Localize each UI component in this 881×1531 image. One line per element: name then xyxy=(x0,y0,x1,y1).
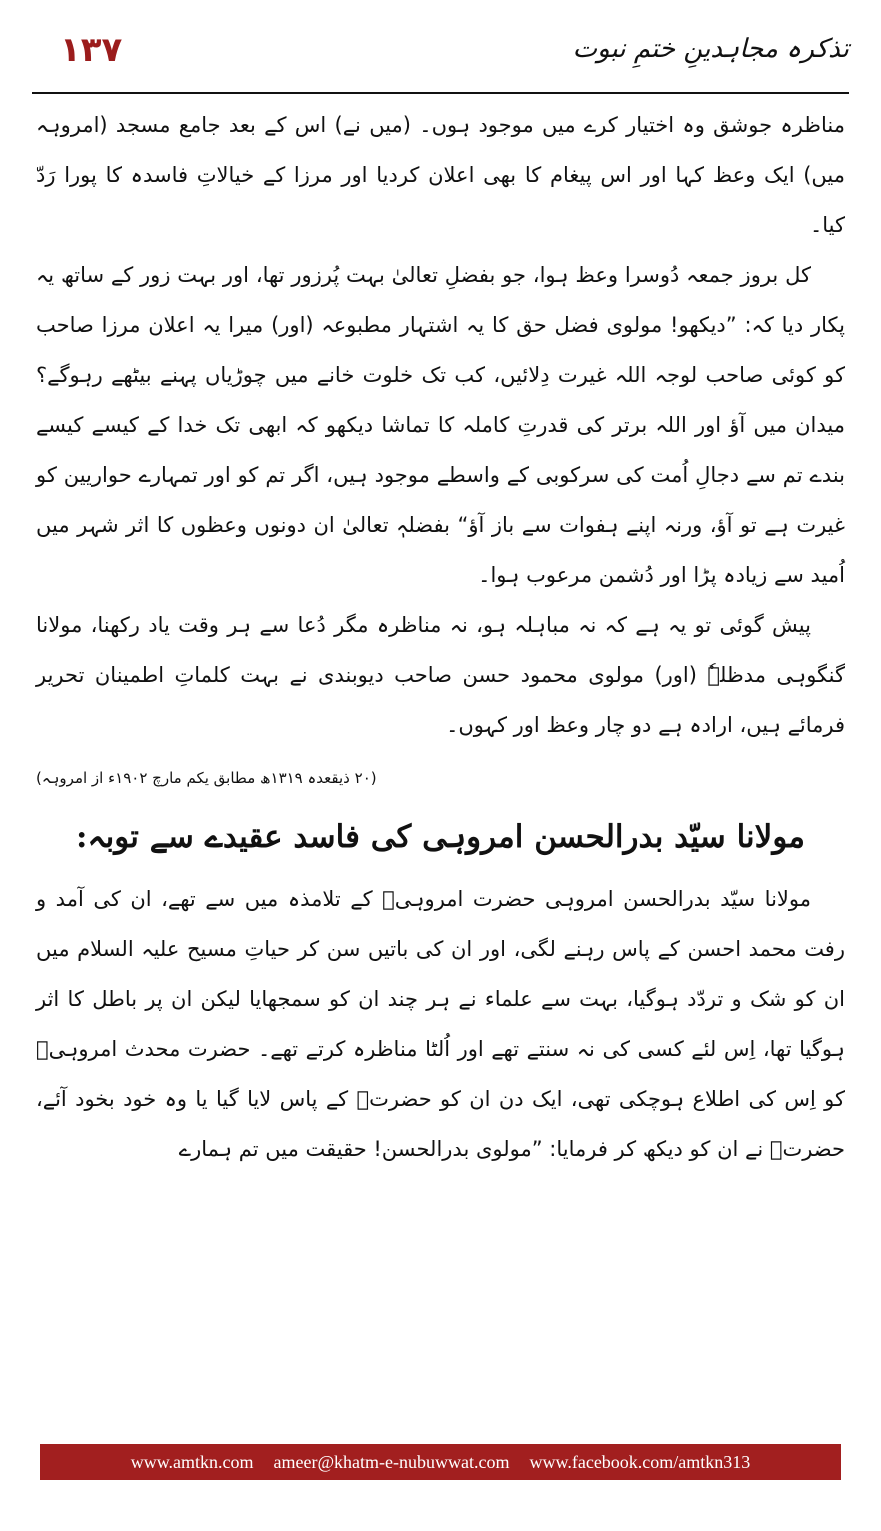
facebook-link[interactable]: www.facebook.com/amtkn313 xyxy=(529,1451,751,1472)
page-header xyxy=(32,30,849,88)
page-number: ۱۳۷ xyxy=(60,30,123,70)
paragraph-3: پیش گوئی تو یہ ہے کہ نہ مباہلہ ہو، نہ مناظرہ مگر دُعا سے ہر وقت یاد رکھنا، مولانا گنگوہی مدظلہٗ (اور) مولوی محمود حسن صاحب دیوبندی نے بہت کلماتِ اطمینان تحریر فرمائے ہیں، ارادہ ہے دو چار وعظ اور کہوں۔ xyxy=(36,613,845,737)
paragraph-1: مناظرہ جوشق وہ اختیار کرے میں موجود ہوں۔ (میں نے) اس کے بعد جامع مسجد (امروہہ میں) ایک وعظ کہا اور اس پیغام کا بھی اعلان کردیا اور مرزا کے خیالاتِ فاسدہ کا پورا رَدّ کیا۔ xyxy=(36,113,845,237)
page-content xyxy=(36,100,845,1430)
date-note: (۲۰ ذیقعدہ ۱۳۱۹ھ مطابق یکم مارچ ۱۹۰۲ء از امروہہ) xyxy=(36,769,377,787)
paragraph-2: کل بروز جمعہ دُوسرا وعظ ہوا، جو بفضلِ تعالیٰ بہت پُرزور تھا، اور بہت زور کے ساتھ یہ پکار دیا کہ: ”دیکھو! مولوی فضل حق کا یہ اشتہار مطبوعہ (اور) میرا یہ اعلان مرزا صاحب کو کوئی صاحب لوجہ اللہ غیرت دِلائیں، کب تک خلوت خانے میں چوڑیاں پہنے بیٹھے رہوگے؟ میدان میں آؤ اور اللہ برتر کی قدرتِ کاملہ کا تماشا دیکھو کہ ابھی تک خدا کے کیسے کیسے بندے تم سے دجالِ اُمت کی سرکوبی کے واسطے موجود ہیں، اگر تم کو اور تمہارے حواریین کو غیرت ہے تو آؤ، ورنہ اپنے ہفوات سے باز آؤ“ بفضلہٖ تعالیٰ ان دونوں وعظوں کا اثر شہر میں اُمید سے زیادہ پڑا اور دُشمن مرعوب ہوا۔ xyxy=(36,263,845,587)
footer-bar xyxy=(40,1444,841,1480)
email-link[interactable]: ameer@khatm-e-nubuwwat.com xyxy=(273,1451,510,1472)
book-title: تذکرہ مجاہدینِ ختمِ نبوت xyxy=(572,34,849,64)
website-link[interactable]: www.amtkn.com xyxy=(130,1451,254,1472)
section-paragraph: مولانا سیّد بدرالحسن امروہی حضرت امروہیؒ کے تلامذہ میں سے تھے، ان کی آمد و رفت محمد احسن کے پاس رہنے لگی، اور ان کی باتیں سن کر حیاتِ مسیح علیہ السلام میں ان کو شک و تردّد ہوگیا، بہت سے علماء نے ہر چند ان کو سمجھایا لیکن ان پر باطل کا اثر ہوگیا تھا، اِس لئے کسی کی نہ سنتے تھے اور اُلٹا مناظرہ کرتے تھے۔ حضرت محدث امروہیؒ کو اِس کی اطلاع ہوچکی تھی، ایک دن ان کو حضرتؒ کے پاس لایا گیا یا وہ خود بخود آئے، حضرتؒ نے ان کو دیکھ کر فرمایا: ”مولوی بدرالحسن! حقیقت میں تم ہمارے xyxy=(36,887,845,1161)
header-divider xyxy=(32,92,849,94)
section-heading: مولانا سیّد بدرالحسن امروہی کی فاسد عقیدے سے توبہ: xyxy=(76,819,805,855)
